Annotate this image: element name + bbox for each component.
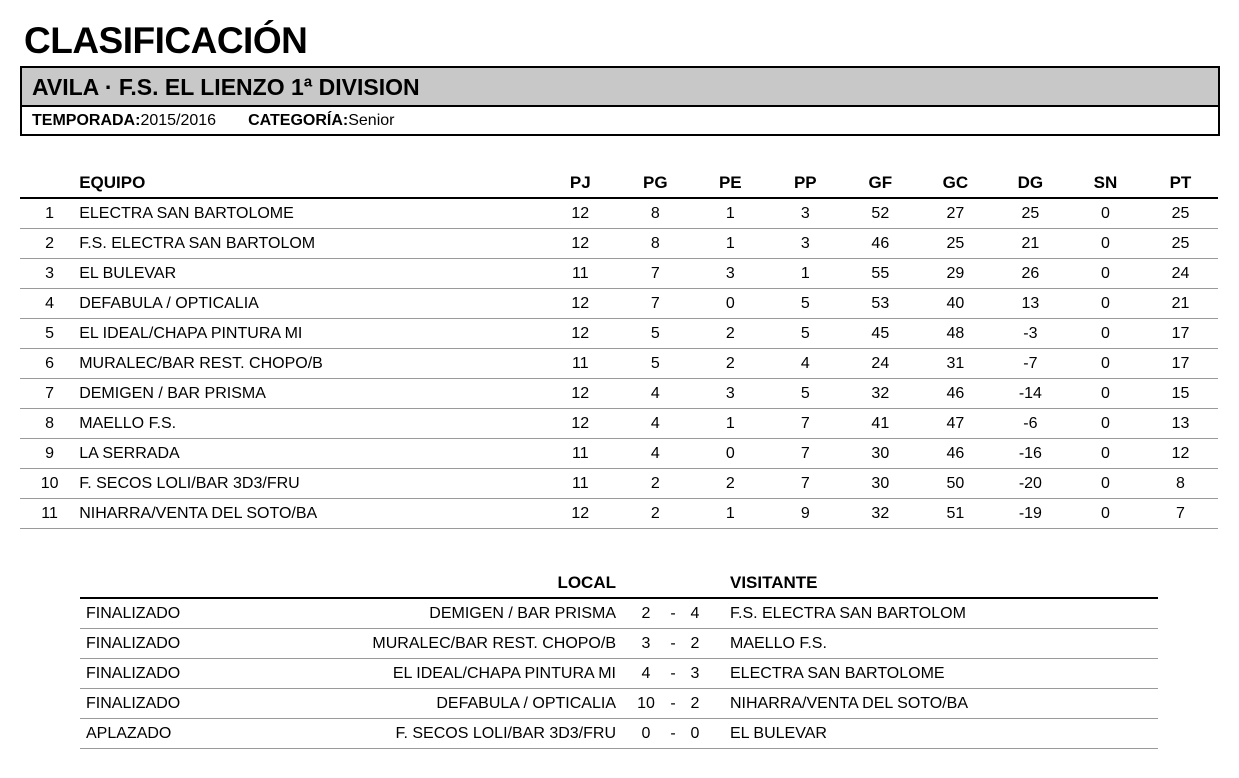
cell-pt: 7 [1143, 499, 1218, 529]
cell-pe: 1 [693, 198, 768, 229]
cell-pg: 4 [618, 379, 693, 409]
cell-pj: 11 [543, 439, 618, 469]
cell-visitor-team: MAELLO F.S. [710, 629, 1158, 659]
header-dg: DG [993, 168, 1068, 198]
page-title: CLASIFICACIÓN [24, 20, 308, 61]
cell-position: 7 [20, 379, 79, 409]
cell-position: 10 [20, 469, 79, 499]
cell-local-team: MURALEC/BAR REST. CHOPO/B [246, 629, 626, 659]
cell-pp: 9 [768, 499, 843, 529]
cell-pp: 5 [768, 379, 843, 409]
category-value: Senior [348, 112, 395, 129]
cell-position: 6 [20, 349, 79, 379]
cell-gc: 40 [918, 289, 993, 319]
cell-sn: 0 [1068, 469, 1143, 499]
cell-goals-visitor: 3 [680, 659, 710, 689]
cell-pj: 12 [543, 499, 618, 529]
cell-pg: 4 [618, 409, 693, 439]
cell-sn: 0 [1068, 259, 1143, 289]
cell-goals-local: 4 [626, 659, 666, 689]
cell-pg: 7 [618, 289, 693, 319]
cell-gc: 47 [918, 409, 993, 439]
cell-pe: 2 [693, 319, 768, 349]
cell-pe: 0 [693, 289, 768, 319]
cell-gc: 25 [918, 229, 993, 259]
standings-body [20, 198, 1218, 529]
cell-pe: 1 [693, 499, 768, 529]
cell-gc: 29 [918, 259, 993, 289]
cell-gf: 32 [843, 499, 918, 529]
cell-team: ELECTRA SAN BARTOLOME [79, 198, 543, 229]
cell-goals-local: 10 [626, 689, 666, 719]
cell-sn: 0 [1068, 499, 1143, 529]
cell-team: EL IDEAL/CHAPA PINTURA MI [79, 319, 543, 349]
header-pt: PT [1143, 168, 1218, 198]
header-visitor: VISITANTE [710, 568, 1158, 598]
cell-pt: 24 [1143, 259, 1218, 289]
cell-pj: 12 [543, 319, 618, 349]
cell-visitor-team: F.S. ELECTRA SAN BARTOLOM [710, 598, 1158, 629]
header-team: EQUIPO [79, 168, 543, 198]
cell-sn: 0 [1068, 198, 1143, 229]
cell-local-team: DEFABULA / OPTICALIA [246, 689, 626, 719]
cell-score-separator: - [666, 719, 680, 749]
cell-pj: 12 [543, 198, 618, 229]
cell-dg: -6 [993, 409, 1068, 439]
cell-pp: 5 [768, 319, 843, 349]
cell-visitor-team: ELECTRA SAN BARTOLOME [710, 659, 1158, 689]
cell-gc: 46 [918, 439, 993, 469]
cell-pg: 7 [618, 259, 693, 289]
cell-team: MAELLO F.S. [79, 409, 543, 439]
cell-gf: 24 [843, 349, 918, 379]
cell-status: FINALIZADO [80, 629, 246, 659]
competition-header [20, 66, 1220, 136]
cell-status: FINALIZADO [80, 598, 246, 629]
cell-gf: 55 [843, 259, 918, 289]
cell-pg: 8 [618, 198, 693, 229]
cell-pj: 11 [543, 259, 618, 289]
header-pe: PE [693, 168, 768, 198]
table-row [20, 469, 1218, 499]
results-header-row [80, 568, 1158, 598]
cell-gf: 53 [843, 289, 918, 319]
cell-gc: 48 [918, 319, 993, 349]
cell-goals-visitor: 0 [680, 719, 710, 749]
cell-dg: -3 [993, 319, 1068, 349]
cell-position: 2 [20, 229, 79, 259]
cell-goals-local: 0 [626, 719, 666, 749]
cell-pt: 17 [1143, 349, 1218, 379]
league-name: AVILA · F.S. EL LIENZO 1ª DIVISION [22, 68, 1218, 107]
match-row [80, 598, 1158, 629]
cell-pg: 4 [618, 439, 693, 469]
cell-dg: -20 [993, 469, 1068, 499]
cell-gf: 45 [843, 319, 918, 349]
cell-sn: 0 [1068, 289, 1143, 319]
cell-pp: 5 [768, 289, 843, 319]
header-pg: PG [618, 168, 693, 198]
table-row [20, 229, 1218, 259]
cell-dg: 26 [993, 259, 1068, 289]
cell-gf: 41 [843, 409, 918, 439]
cell-pt: 21 [1143, 289, 1218, 319]
cell-local-team: EL IDEAL/CHAPA PINTURA MI [246, 659, 626, 689]
cell-team: DEMIGEN / BAR PRISMA [79, 379, 543, 409]
cell-local-team: DEMIGEN / BAR PRISMA [246, 598, 626, 629]
cell-pp: 7 [768, 409, 843, 439]
cell-pp: 7 [768, 469, 843, 499]
cell-pp: 3 [768, 198, 843, 229]
cell-gc: 31 [918, 349, 993, 379]
cell-sn: 0 [1068, 349, 1143, 379]
cell-pg: 2 [618, 499, 693, 529]
cell-dg: 13 [993, 289, 1068, 319]
cell-pj: 11 [543, 349, 618, 379]
header-pp: PP [768, 168, 843, 198]
season-label: TEMPORADA: [32, 112, 141, 129]
cell-pt: 15 [1143, 379, 1218, 409]
cell-pe: 1 [693, 409, 768, 439]
cell-pe: 1 [693, 229, 768, 259]
table-row [20, 349, 1218, 379]
header-status [80, 568, 246, 598]
match-row [80, 629, 1158, 659]
cell-pp: 3 [768, 229, 843, 259]
cell-dg: -19 [993, 499, 1068, 529]
cell-pj: 12 [543, 229, 618, 259]
header-goals-visitor [680, 568, 710, 598]
cell-status: APLAZADO [80, 719, 246, 749]
cell-position: 11 [20, 499, 79, 529]
season-value: 2015/2016 [140, 112, 217, 129]
cell-gc: 46 [918, 379, 993, 409]
table-row [20, 289, 1218, 319]
cell-pe: 3 [693, 379, 768, 409]
cell-local-team: F. SECOS LOLI/BAR 3D3/FRU [246, 719, 626, 749]
cell-team: NIHARRA/VENTA DEL SOTO/BA [79, 499, 543, 529]
cell-position: 9 [20, 439, 79, 469]
header-pj: PJ [543, 168, 618, 198]
cell-pe: 0 [693, 439, 768, 469]
cell-team: MURALEC/BAR REST. CHOPO/B [79, 349, 543, 379]
match-row [80, 719, 1158, 749]
meta-row [22, 107, 1218, 134]
cell-goals-visitor: 4 [680, 598, 710, 629]
cell-gf: 30 [843, 439, 918, 469]
cell-gf: 30 [843, 469, 918, 499]
results-body [80, 598, 1158, 749]
cell-team: EL BULEVAR [79, 259, 543, 289]
cell-visitor-team: NIHARRA/VENTA DEL SOTO/BA [710, 689, 1158, 719]
cell-dg: 21 [993, 229, 1068, 259]
cell-score-separator: - [666, 629, 680, 659]
standings-table [20, 168, 1218, 529]
cell-position: 5 [20, 319, 79, 349]
cell-pg: 2 [618, 469, 693, 499]
cell-visitor-team: EL BULEVAR [710, 719, 1158, 749]
cell-team: F. SECOS LOLI/BAR 3D3/FRU [79, 469, 543, 499]
table-row [20, 198, 1218, 229]
cell-sn: 0 [1068, 379, 1143, 409]
standings-header-row [20, 168, 1218, 198]
category-label: CATEGORÍA: [248, 112, 349, 129]
cell-position: 4 [20, 289, 79, 319]
cell-position: 8 [20, 409, 79, 439]
cell-pt: 25 [1143, 229, 1218, 259]
cell-pe: 2 [693, 469, 768, 499]
match-row [80, 659, 1158, 689]
table-row [20, 439, 1218, 469]
cell-sn: 0 [1068, 439, 1143, 469]
cell-goals-local: 3 [626, 629, 666, 659]
header-goals-local [626, 568, 666, 598]
cell-status: FINALIZADO [80, 689, 246, 719]
match-row [80, 689, 1158, 719]
table-row [20, 409, 1218, 439]
cell-score-separator: - [666, 689, 680, 719]
cell-pj: 12 [543, 289, 618, 319]
cell-dg: 25 [993, 198, 1068, 229]
results-table [80, 568, 1158, 749]
cell-goals-local: 2 [626, 598, 666, 629]
cell-pt: 8 [1143, 469, 1218, 499]
cell-goals-visitor: 2 [680, 689, 710, 719]
table-row [20, 379, 1218, 409]
table-row [20, 319, 1218, 349]
cell-pp: 1 [768, 259, 843, 289]
header-sn: SN [1068, 168, 1143, 198]
cell-gf: 52 [843, 198, 918, 229]
cell-dg: -7 [993, 349, 1068, 379]
cell-pg: 5 [618, 319, 693, 349]
cell-pt: 17 [1143, 319, 1218, 349]
cell-pe: 2 [693, 349, 768, 379]
cell-dg: -14 [993, 379, 1068, 409]
cell-pt: 13 [1143, 409, 1218, 439]
cell-sn: 0 [1068, 229, 1143, 259]
cell-position: 3 [20, 259, 79, 289]
header-dash [666, 568, 680, 598]
cell-pj: 12 [543, 409, 618, 439]
cell-pt: 12 [1143, 439, 1218, 469]
cell-score-separator: - [666, 659, 680, 689]
cell-position: 1 [20, 198, 79, 229]
cell-score-separator: - [666, 598, 680, 629]
cell-pe: 3 [693, 259, 768, 289]
header-position [20, 168, 79, 198]
cell-pt: 25 [1143, 198, 1218, 229]
cell-gc: 51 [918, 499, 993, 529]
cell-status: FINALIZADO [80, 659, 246, 689]
cell-sn: 0 [1068, 409, 1143, 439]
cell-pg: 5 [618, 349, 693, 379]
cell-pj: 12 [543, 379, 618, 409]
cell-gc: 27 [918, 198, 993, 229]
table-row [20, 499, 1218, 529]
header-local: LOCAL [246, 568, 626, 598]
cell-goals-visitor: 2 [680, 629, 710, 659]
cell-sn: 0 [1068, 319, 1143, 349]
cell-gc: 50 [918, 469, 993, 499]
cell-team: LA SERRADA [79, 439, 543, 469]
cell-gf: 46 [843, 229, 918, 259]
cell-gf: 32 [843, 379, 918, 409]
cell-pj: 11 [543, 469, 618, 499]
table-row [20, 259, 1218, 289]
cell-team: F.S. ELECTRA SAN BARTOLOM [79, 229, 543, 259]
header-gc: GC [918, 168, 993, 198]
header-gf: GF [843, 168, 918, 198]
cell-pp: 4 [768, 349, 843, 379]
cell-team: DEFABULA / OPTICALIA [79, 289, 543, 319]
cell-dg: -16 [993, 439, 1068, 469]
cell-pp: 7 [768, 439, 843, 469]
cell-pg: 8 [618, 229, 693, 259]
